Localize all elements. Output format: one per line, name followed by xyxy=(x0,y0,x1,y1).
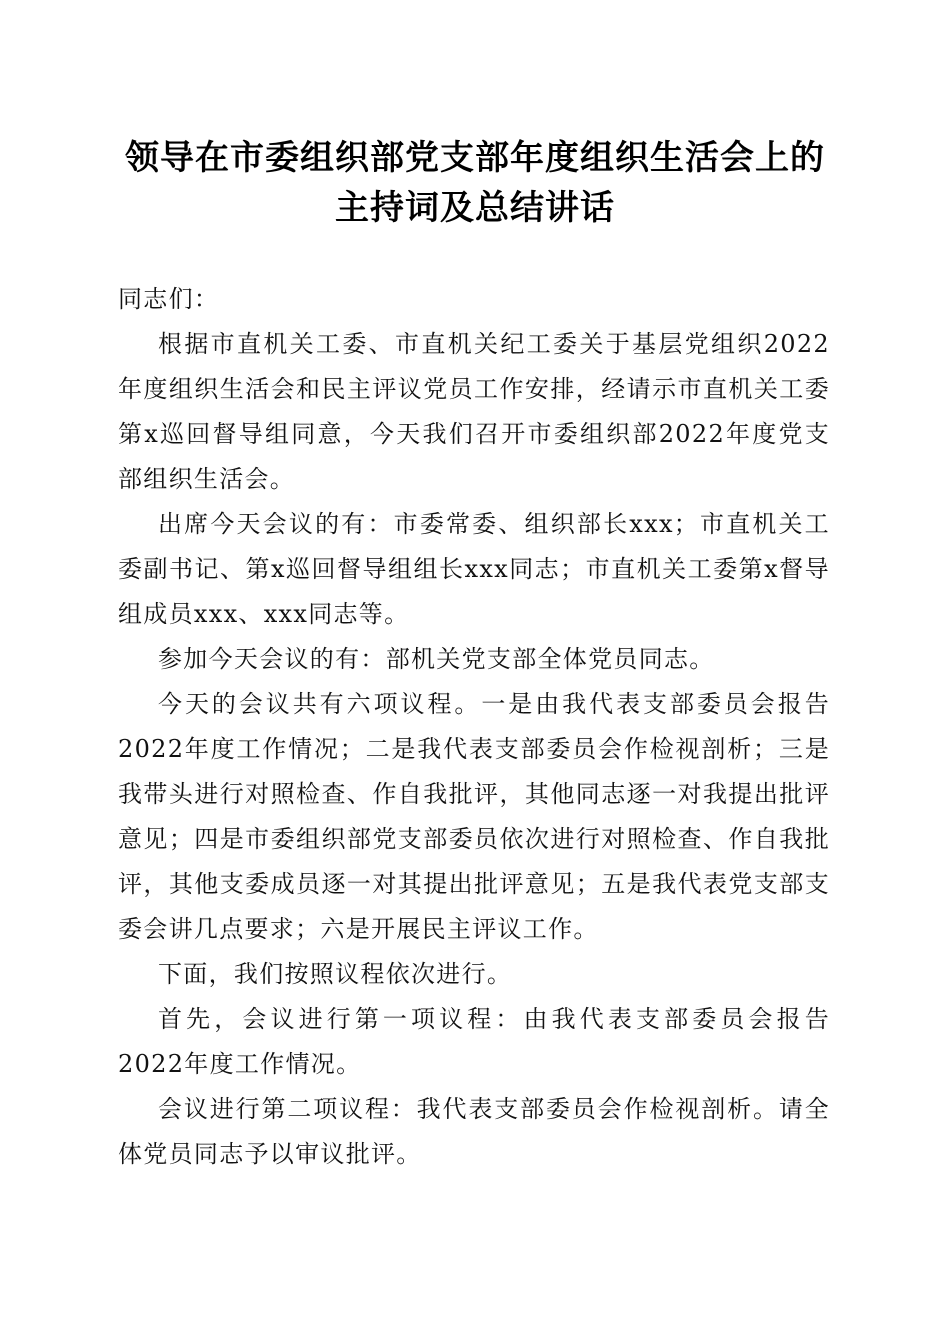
paragraph-attendees: 出席今天会议的有：市委常委、组织部长xxx；市直机关工委副书记、第x巡回督导组组长xxx同志；市直机关工委第x督导组成员xxx、xxx同志等。 xyxy=(118,510,830,628)
paragraph-item-one: 首先，会议进行第一项议程：由我代表支部委员会报告2022年度工作情况。 xyxy=(118,1005,830,1078)
document-title-line-1: 领导在市委组织部党支部年度组织生活会上的 xyxy=(125,138,825,178)
paragraph-proceed: 下面，我们按照议程依次进行。 xyxy=(158,960,513,988)
paragraph-participants: 参加今天会议的有：部机关党支部全体党员同志。 xyxy=(158,645,715,673)
paragraph-basis: 根据市直机关工委、市直机关纪工委关于基层党组织2022年度组织生活会和民主评议党员工作安排，经请示市直机关工委第x巡回督导组同意，今天我们召开市委组织部2022年度党支部组织生活会。 xyxy=(118,330,830,493)
document-title-line-2: 主持词及总结讲话 xyxy=(335,188,615,228)
document-body xyxy=(118,277,830,1177)
paragraph-item-two: 会议进行第二项议程：我代表支部委员会作检视剖析。请全体党员同志予以审议批评。 xyxy=(118,1095,830,1168)
paragraph-agenda: 今天的会议共有六项议程。一是由我代表支部委员会报告2022年度工作情况；二是我代表支部委员会作检视剖析；三是我带头进行对照检查、作自我批评，其他同志逐一对我提出批评意见；四是市委组织部党支部委员依次进行对照检查、作自我批评，其他支委成员逐一对其提出批评意见；五是我代表党支部支委会讲几点要求；六是开展民主评议工作。 xyxy=(118,690,830,943)
salutation: 同志们： xyxy=(118,285,220,313)
